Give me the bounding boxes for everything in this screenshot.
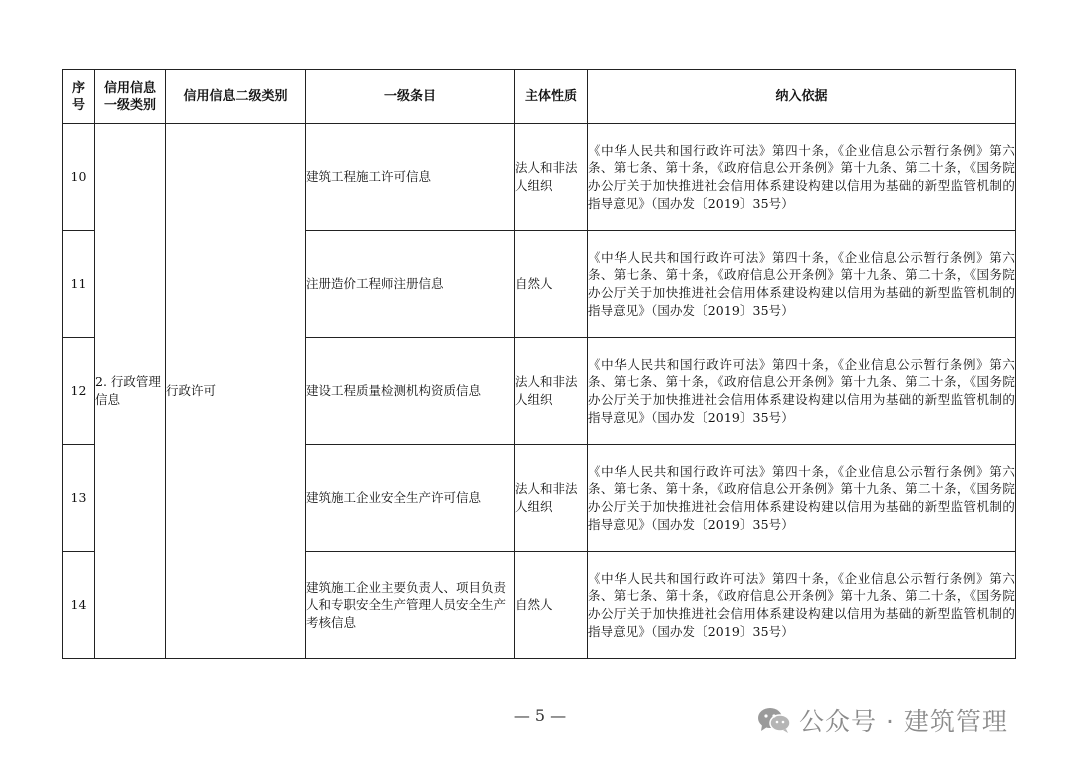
page-number: — 5 — (513, 706, 567, 725)
wechat-icon (757, 706, 791, 734)
watermark-text: 公众号 · 建筑管理 (799, 707, 1008, 736)
item-cell: 建筑施工企业主要负责人、项目负责人和专职安全生产管理人员安全生产考核信息 (306, 552, 515, 659)
row-number: 11 (63, 231, 95, 338)
category2-cell: 行政许可 (166, 124, 306, 659)
basis-cell: 《中华人民共和国行政许可法》第四十条，《企业信息公示暂行条例》第六条、第七条、第十条，《政府信息公开条例》第十九条、第二十条，《国务院办公厅关于加快推进社会信用体系建设构建以信用为基础的新型监管机制的指导意见》（国办发〔2019〕35号） (588, 124, 1016, 231)
nature-cell: 自然人 (515, 552, 588, 659)
row-number: 10 (63, 124, 95, 231)
basis-cell: 《中华人民共和国行政许可法》第四十条，《企业信息公示暂行条例》第六条、第七条、第十条，《政府信息公开条例》第十九条、第二十条，《国务院办公厅关于加快推进社会信用体系建设构建以信用为基础的新型监管机制的指导意见》（国办发〔2019〕35号） (588, 338, 1016, 445)
basis-cell: 《中华人民共和国行政许可法》第四十条，《企业信息公示暂行条例》第六条、第七条、第十条，《政府信息公开条例》第十九条、第二十条，《国务院办公厅关于加快推进社会信用体系建设构建以信用为基础的新型监管机制的指导意见》（国办发〔2019〕35号） (588, 231, 1016, 338)
header-seq: 序号 (63, 70, 95, 124)
item-cell: 建设工程质量检测机构资质信息 (306, 338, 515, 445)
header-item: 一级条目 (306, 70, 515, 124)
table-row (63, 124, 1016, 231)
item-cell: 建筑工程施工许可信息 (306, 124, 515, 231)
credit-info-table (62, 69, 1016, 659)
row-number: 14 (63, 552, 95, 659)
item-cell: 建筑施工企业安全生产许可信息 (306, 445, 515, 552)
header-nature: 主体性质 (515, 70, 588, 124)
row-number: 12 (63, 338, 95, 445)
nature-cell: 法人和非法人组织 (515, 124, 588, 231)
table-header-row (63, 70, 1016, 124)
basis-cell: 《中华人民共和国行政许可法》第四十条，《企业信息公示暂行条例》第六条、第七条、第十条，《政府信息公开条例》第十九条、第二十条，《国务院办公厅关于加快推进社会信用体系建设构建以信用为基础的新型监管机制的指导意见》（国办发〔2019〕35号） (588, 445, 1016, 552)
row-number: 13 (63, 445, 95, 552)
watermark (757, 702, 1008, 738)
item-cell: 注册造价工程师注册信息 (306, 231, 515, 338)
header-category1: 信用信息一级类别 (95, 70, 166, 124)
header-basis: 纳入依据 (588, 70, 1016, 124)
nature-cell: 法人和非法人组织 (515, 338, 588, 445)
basis-cell: 《中华人民共和国行政许可法》第四十条，《企业信息公示暂行条例》第六条、第七条、第十条，《政府信息公开条例》第十九条、第二十条，《国务院办公厅关于加快推进社会信用体系建设构建以信用为基础的新型监管机制的指导意见》（国办发〔2019〕35号） (588, 552, 1016, 659)
header-category2: 信用信息二级类别 (166, 70, 306, 124)
nature-cell: 法人和非法人组织 (515, 445, 588, 552)
nature-cell: 自然人 (515, 231, 588, 338)
category1-cell: 2. 行政管理信息 (95, 124, 166, 659)
